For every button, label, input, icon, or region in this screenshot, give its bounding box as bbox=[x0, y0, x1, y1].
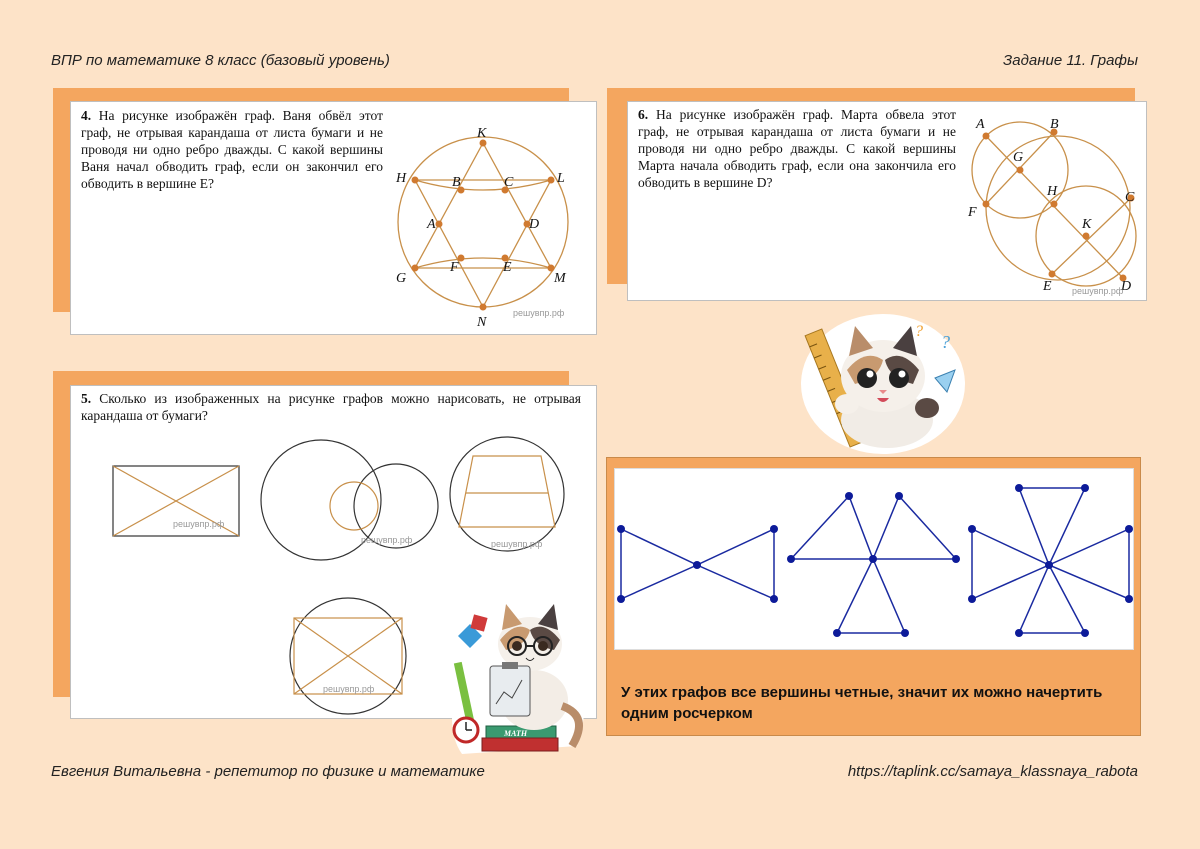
p6-label-g: G bbox=[1013, 150, 1024, 165]
p5-graph-circles bbox=[261, 440, 438, 560]
p4-label-b: B bbox=[452, 175, 461, 190]
p4-watermark: решувпр.рф bbox=[513, 308, 565, 318]
p6-label-b: B bbox=[1050, 117, 1059, 132]
p5-graph-rectangle bbox=[113, 466, 239, 536]
p6-label-f: F bbox=[968, 205, 977, 220]
p6-label-c: C bbox=[1125, 190, 1135, 205]
p4-label-e: E bbox=[503, 260, 512, 275]
p4-label-c: C bbox=[504, 175, 514, 190]
problem6-graph bbox=[956, 102, 1146, 298]
problem6-body: На рисунке изображён граф. Марта обвела этот граф, не отрывая карандаша от листа бумаги и не проводя ни одно ребро дважды. С какой вершины Марта начала обводить граф, если она закончила его обводить в вершине D? bbox=[638, 107, 956, 190]
p4-label-g: G bbox=[396, 271, 407, 286]
problem6-text bbox=[638, 106, 956, 191]
problem5-body: Сколько из изображенных на рисунке графов можно нарисовать, не отрывая карандаша от бумаги? bbox=[81, 391, 581, 423]
p6-label-d: D bbox=[1121, 279, 1132, 294]
p4-label-n: N bbox=[477, 315, 487, 330]
problem6-number: 6. bbox=[638, 107, 649, 122]
p6-label-h: H bbox=[1047, 184, 1058, 199]
p4-label-f: F bbox=[450, 260, 459, 275]
p6-watermark: решувпр.рф bbox=[1072, 286, 1124, 296]
p6-label-e: E bbox=[1043, 279, 1052, 294]
cat2-book-label: MATH bbox=[504, 729, 528, 738]
problem6-card bbox=[627, 101, 1147, 301]
p6-label-a: A bbox=[976, 117, 985, 132]
cat-books-sticker bbox=[442, 596, 592, 758]
footer-right[interactable]: https://taplink.cc/samaya_klassnaya_rabota bbox=[847, 763, 1138, 780]
p5-watermark-3: решувпр.рф bbox=[491, 539, 543, 549]
p5-watermark-2: решувпр.рф bbox=[361, 535, 413, 545]
problem5-text bbox=[81, 390, 581, 424]
p4-label-d: D bbox=[529, 217, 540, 232]
p4-label-h: H bbox=[396, 171, 407, 186]
p4-label-m: M bbox=[554, 271, 566, 286]
problem4-number: 4. bbox=[81, 108, 92, 123]
header-right: Задание 11. Графы bbox=[1003, 52, 1138, 69]
problem4-card bbox=[70, 101, 597, 335]
p5-watermark-4: решувпр.рф bbox=[323, 684, 375, 694]
p5-graph-circle-rect bbox=[290, 598, 406, 714]
problem5-number: 5. bbox=[81, 391, 92, 406]
p5-graph-trapezoid bbox=[450, 437, 564, 551]
p6-label-k: K bbox=[1082, 217, 1092, 232]
header-left: ВПР по математике 8 класс (базовый уровень) bbox=[51, 52, 390, 69]
problem4-graph bbox=[386, 104, 591, 334]
hint-text: У этих графов все вершины четные, значит их можно начертить одним росчерком bbox=[621, 684, 1103, 722]
hint-graphs bbox=[615, 469, 1133, 649]
hint-graphs-card bbox=[614, 468, 1134, 650]
footer-left: Евгения Витальевна - репетитор по физике и математике bbox=[51, 763, 485, 780]
p4-label-l: L bbox=[557, 171, 565, 186]
problem4-body: На рисунке изображён граф. Ваня обвёл этот граф, не отрывая карандаша от листа бумаги и не проводя ни одно ребро дважды. С какой вершины Ваня начал обводить граф, если он закончил его обводить в вершине E? bbox=[81, 108, 383, 191]
p4-label-k: K bbox=[477, 126, 487, 141]
cat-ruler-sticker bbox=[795, 308, 975, 458]
p4-label-a: A bbox=[427, 217, 436, 232]
svg-text:?: ? bbox=[941, 332, 950, 352]
p5-watermark-1: решувпр.рф bbox=[173, 519, 225, 529]
svg-text:?: ? bbox=[915, 323, 923, 340]
problem4-text bbox=[81, 107, 383, 192]
